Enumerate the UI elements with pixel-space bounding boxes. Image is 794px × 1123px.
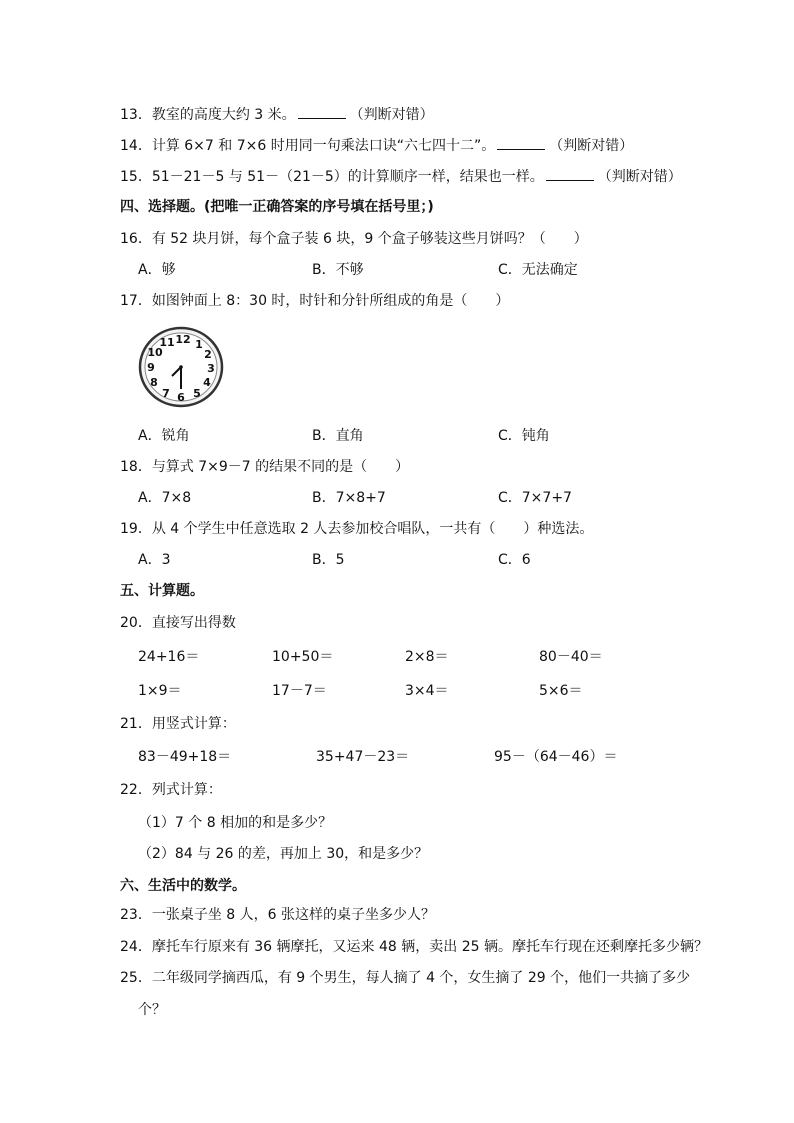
calc-item: 80－40＝ xyxy=(539,649,603,665)
question-18-option-c[interactable]: C．7×7+7 xyxy=(498,490,572,506)
question-15-tail: （判断对错） xyxy=(597,169,682,185)
section-4-title: 四、选择题。(把唯一正确答案的序号填在括号里；) xyxy=(120,199,434,215)
answer-blank-15[interactable] xyxy=(546,166,594,181)
answer-blank-14[interactable] xyxy=(497,135,545,150)
calc-item: 5×6＝ xyxy=(539,683,583,699)
question-25-line-2: 个？ xyxy=(138,1002,166,1018)
calc-item: 1×9＝ xyxy=(138,683,182,699)
vertical-calc-item: 35+47－23＝ xyxy=(316,749,410,765)
question-16-option-b[interactable]: B．不够 xyxy=(312,262,364,278)
question-19-stem: 19．从 4 个学生中任意选取 2 人去参加校合唱队，一共有（ ）种选法。 xyxy=(120,521,594,537)
question-13 xyxy=(120,104,434,125)
question-16-stem: 16．有 52 块月饼，每个盒子装 6 块，9 个盒子够装这些月饼吗？（ ） xyxy=(120,231,588,247)
answer-blank-13[interactable] xyxy=(298,104,346,119)
question-17-option-c[interactable]: C．钝角 xyxy=(498,428,550,444)
question-17-stem: 17．如图钟面上 8：30 时，时针和分针所组成的角是（ ） xyxy=(120,293,510,309)
clock-number-2: 2 xyxy=(204,348,212,361)
clock-number-4: 4 xyxy=(203,376,211,389)
clock-face-image xyxy=(138,325,226,409)
question-19-option-c[interactable]: C．6 xyxy=(498,552,531,568)
clock-number-3: 3 xyxy=(207,362,215,375)
question-17-option-b[interactable]: B．直角 xyxy=(312,428,364,444)
calc-item: 17－7＝ xyxy=(272,683,327,699)
clock-number-11: 11 xyxy=(159,336,175,349)
question-18-option-b[interactable]: B．7×8+7 xyxy=(312,490,386,506)
question-14-text: 14．计算 6×7 和 7×6 时用同一句乘法口诀“六七四十二”。 xyxy=(120,138,496,154)
vertical-calc-item: 95－（64－46）＝ xyxy=(494,749,618,765)
clock-number-12: 12 xyxy=(175,333,191,346)
question-19-option-a[interactable]: A．3 xyxy=(138,552,171,568)
clock-number-8: 8 xyxy=(150,376,158,389)
section-5-title: 五、计算题。 xyxy=(120,583,204,599)
question-22-part-1: （1）7 个 8 相加的和是多少？ xyxy=(138,815,333,831)
question-21-stem: 21．用竖式计算： xyxy=(120,716,236,732)
clock-number-5: 5 xyxy=(193,387,201,400)
question-15 xyxy=(120,166,682,187)
question-23-stem: 23．一张桌子坐 8 人，6 张这样的桌子坐多少人？ xyxy=(120,907,435,923)
question-16-option-c[interactable]: C．无法确定 xyxy=(498,262,578,278)
clock-number-1: 1 xyxy=(195,338,203,351)
question-18-stem: 18．与算式 7×9－7 的结果不同的是（ ） xyxy=(120,459,410,475)
calc-item: 2×8＝ xyxy=(405,649,449,665)
question-17-option-a[interactable]: A．锐角 xyxy=(138,428,190,444)
clock-number-9: 9 xyxy=(147,361,155,374)
question-22-part-2: （2）84 与 26 的差，再加上 30，和是多少？ xyxy=(138,846,429,862)
question-13-text: 13．教室的高度大约 3 米。 xyxy=(120,107,296,123)
question-24-stem: 24．摩托车行原来有 36 辆摩托，又运来 48 辆，卖出 25 辆。摩托车行现在还剩摩托多少辆？ xyxy=(120,939,708,955)
question-18-option-a[interactable]: A．7×8 xyxy=(138,490,192,506)
clock-number-10: 10 xyxy=(147,346,163,359)
section-6-title: 六、生活中的数学。 xyxy=(120,878,246,894)
question-20-stem: 20．直接写出得数 xyxy=(120,615,236,631)
vertical-calc-item: 83－49+18＝ xyxy=(138,749,232,765)
question-19-option-b[interactable]: B．5 xyxy=(312,552,345,568)
question-15-text: 15．51－21－5 与 51－（21－5）的计算顺序一样，结果也一样。 xyxy=(120,169,544,185)
question-25-line-1: 25．二年级同学摘西瓜，有 9 个男生，每人摘了 4 个，女生摘了 29 个，他们一共摘了多少 xyxy=(120,970,691,986)
question-14-tail: （判断对错） xyxy=(549,138,634,154)
calc-item: 3×4＝ xyxy=(405,683,449,699)
clock-number-7: 7 xyxy=(162,387,170,400)
question-16-option-a[interactable]: A．够 xyxy=(138,262,176,278)
question-13-tail: （判断对错） xyxy=(349,107,434,123)
calc-item: 10+50＝ xyxy=(272,649,334,665)
calc-item: 24+16＝ xyxy=(138,649,200,665)
question-22-stem: 22．列式计算： xyxy=(120,782,222,798)
question-14 xyxy=(120,135,633,156)
clock-number-6: 6 xyxy=(177,391,185,404)
